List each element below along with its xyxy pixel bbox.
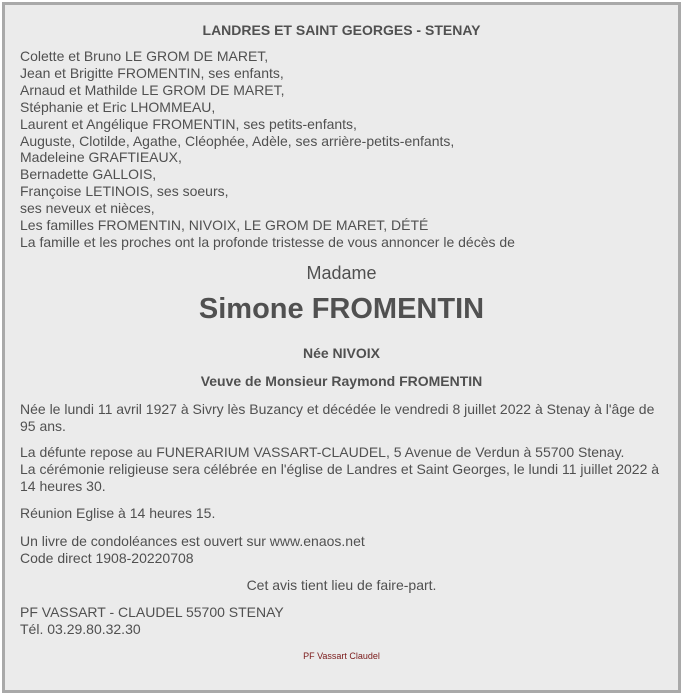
family-line: Arnaud et Mathilde LE GROM DE MARET, [20, 81, 285, 98]
condolence-info [20, 533, 663, 567]
deceased-name: Simone FROMENTIN [198, 293, 485, 325]
funeral-info [20, 444, 663, 495]
birth-death-text: Née le lundi 11 avril 1927 à Sivry lès Buzancy et décédée le vendredi 8 juillet 2022 à Stenay à l'âge de 95 ans. [20, 401, 655, 434]
funeral-line: La défunte repose au FUNERARIUM VASSART-CLAUDEL, 5 Avenue de Verdun à 55700 Stenay. [20, 444, 625, 460]
maiden-name: Née NIVOIX [302, 345, 381, 361]
funeral-home-name: PF VASSART - CLAUDEL 55700 STENAY [20, 604, 284, 620]
family-line: Auguste, Clotilde, Agathe, Cléophée, Adèle, ses arrière-petits-enfants, [20, 132, 455, 149]
civility: Madame [306, 263, 377, 283]
family-line: Madeleine GRAFTIEAUX, [20, 149, 182, 166]
family-line: Jean et Brigitte FROMENTIN, ses enfants, [20, 64, 284, 81]
family-line: Stéphanie et Eric LHOMMEAU, [20, 98, 216, 115]
family-line: La famille et les proches ont la profonde tristesse de vous annoncer le décès de [20, 233, 515, 250]
obituary-notice [2, 2, 681, 693]
family-line: ses neveux et nièces, [20, 200, 155, 217]
family-line: Bernadette GALLOIS, [20, 166, 157, 183]
condolence-line: Un livre de condoléances est ouvert sur www.enaos.net [20, 533, 365, 549]
family-line: Colette et Bruno LE GROM DE MARET, [20, 48, 269, 64]
faire-part-text: Cet avis tient lieu de faire-part. [246, 577, 437, 593]
family-line: Les familles FROMENTIN, NIVOIX, LE GROM DE MARET, DÉTÉ [20, 217, 429, 234]
family-list [20, 48, 515, 251]
funeral-home-phone: Tél. 03.29.80.32.30 [20, 620, 141, 637]
funeral-line: La cérémonie religieuse sera célébrée en l'église de Landres et Saint Georges, le lundi 11 juillet 2022 à 14 heures 30. [20, 460, 660, 494]
place-heading: LANDRES ET SAINT GEORGES - STENAY [202, 22, 481, 38]
family-line: Laurent et Angélique FROMENTIN, ses petits-enfants, [20, 115, 357, 132]
code-line: Code direct 1908-20220708 [20, 549, 194, 566]
funeral-home-info [20, 604, 663, 638]
meeting-text: Réunion Eglise à 14 heures 15. [20, 505, 216, 521]
signature: PF Vassart Claudel [303, 651, 380, 661]
widow-of: Veuve de Monsieur Raymond FROMENTIN [200, 373, 483, 389]
family-line: Françoise LETINOIS, ses soeurs, [20, 183, 229, 200]
